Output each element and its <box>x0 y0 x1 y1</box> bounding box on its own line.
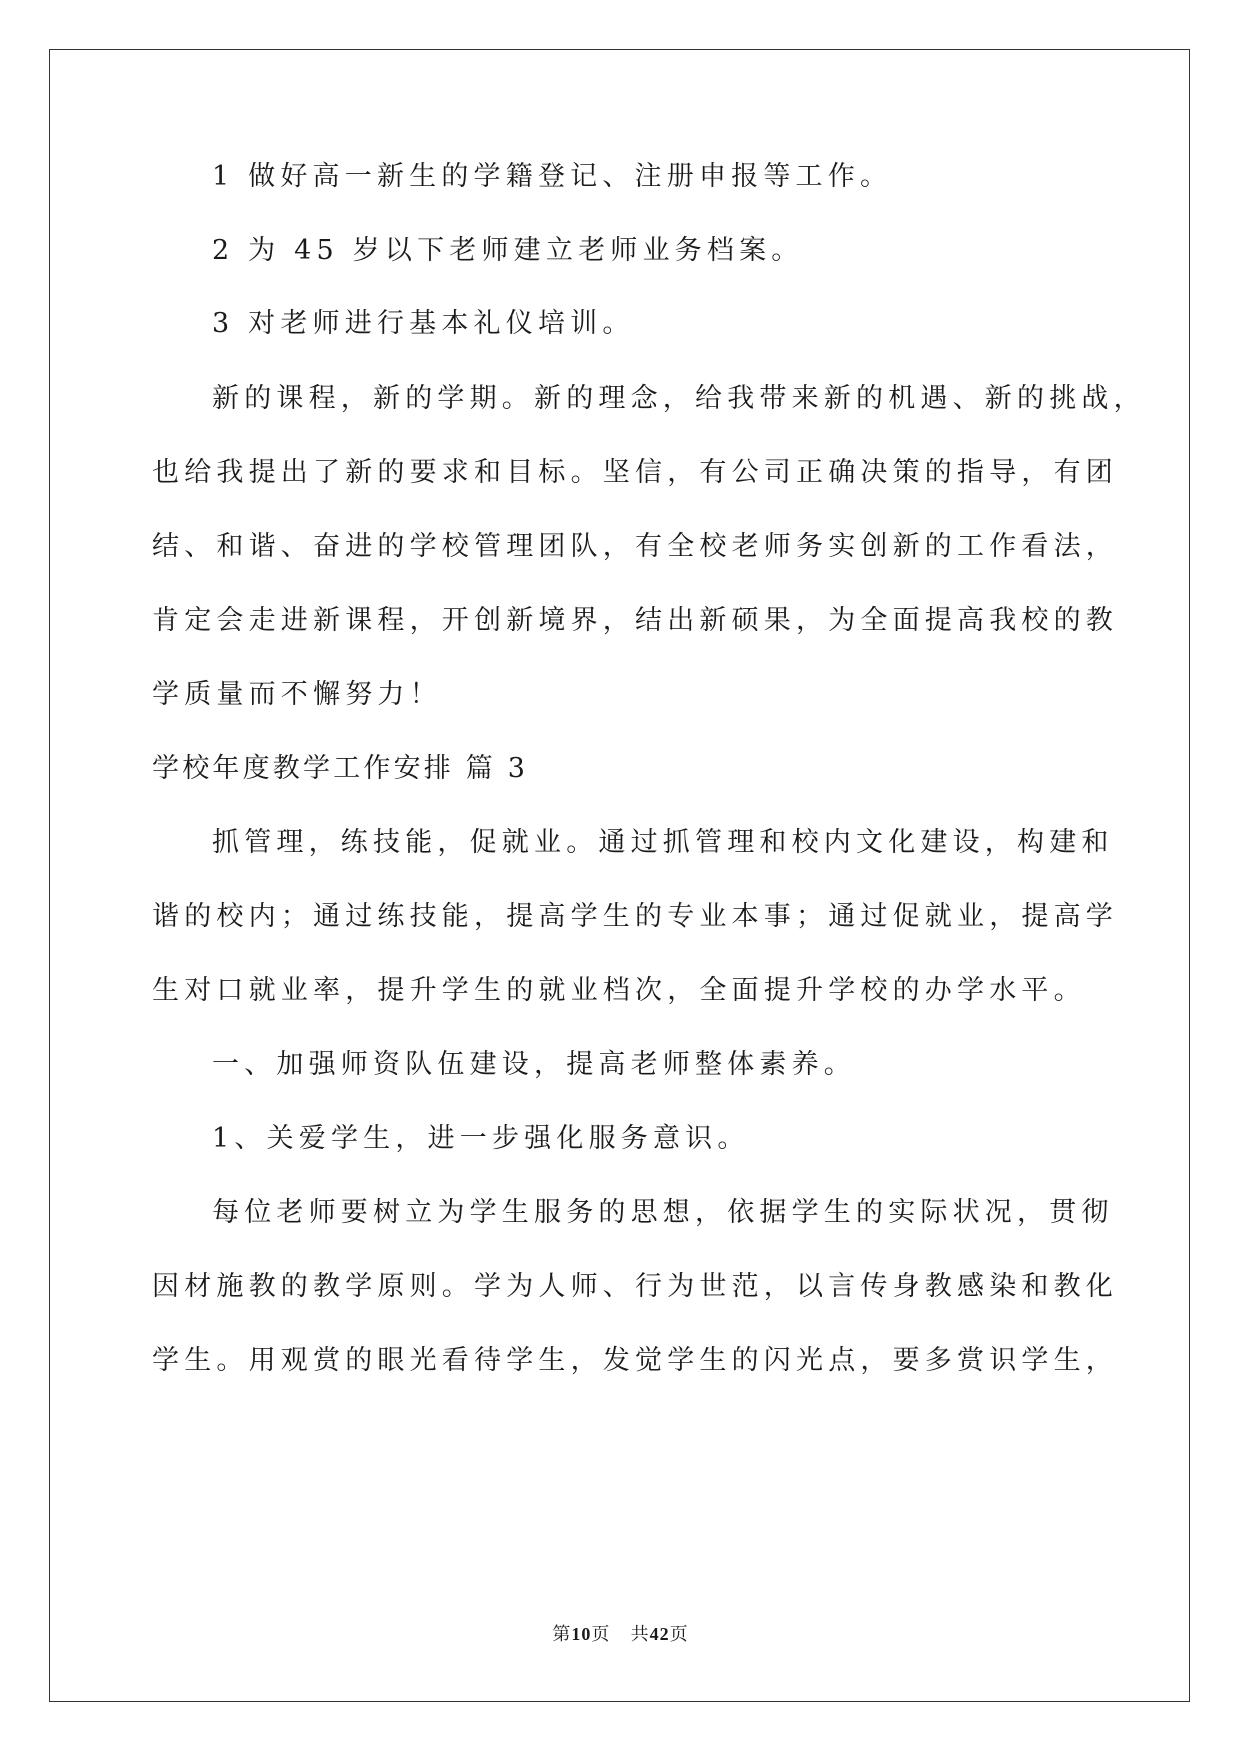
total-page-count: 42 <box>649 1624 670 1644</box>
paragraph-line-12: 生对口就业率，提升学生的就业档次，全面提升学校的办学水平。 <box>152 975 1086 1006</box>
section-heading: 学校年度教学工作安排 篇 3 <box>152 753 529 784</box>
paragraph-line-7: 肯定会走进新课程，开创新境界，结出新硕果，为全面提高我校的教 <box>152 605 1118 636</box>
paragraph-line-11: 谐的校内；通过练技能，提高学生的专业本事；通过促就业，提高学 <box>152 901 1118 932</box>
paragraph-line-14: 1、关爱学生，进一步强化服务意识。 <box>212 1123 750 1154</box>
paragraph-line-2: 2 为 45 岁以下老师建立老师业务档案。 <box>212 235 804 266</box>
paragraph-line-8: 学质量而不懈努力！ <box>152 679 442 710</box>
footer-page-suffix: 页 <box>591 1624 611 1645</box>
page-border <box>49 49 1190 1702</box>
paragraph-line-17: 学生。用观赏的眼光看待学生，发觉学生的闪光点，要多赏识学生， <box>152 1345 1118 1376</box>
paragraph-line-1: 1 做好高一新生的学籍登记、注册申报等工作。 <box>212 161 893 192</box>
paragraph-line-4: 新的课程，新的学期。新的理念，给我带来新的机遇、新的挑战， <box>212 383 1146 414</box>
paragraph-line-15: 每位老师要树立为学生服务的思想，依据学生的实际状况，贯彻 <box>212 1197 1114 1228</box>
paragraph-line-3: 3 对老师进行基本礼仪培训。 <box>212 308 635 339</box>
current-page-number: 10 <box>571 1624 592 1644</box>
paragraph-line-13: 一、加强师资队伍建设，提高老师整体素养。 <box>212 1049 856 1080</box>
paragraph-line-10: 抓管理，练技能，促就业。通过抓管理和校内文化建设，构建和 <box>212 827 1114 858</box>
footer-prefix: 第 <box>552 1624 572 1645</box>
page-footer <box>0 1620 1241 1646</box>
paragraph-line-16: 因材施教的教学原则。学为人师、行为世范，以言传身教感染和教化 <box>152 1271 1118 1302</box>
footer-total-prefix: 共 <box>630 1624 650 1645</box>
footer-total-suffix: 页 <box>669 1624 689 1645</box>
paragraph-line-6: 结、和谐、奋进的学校管理团队，有全校老师务实创新的工作看法， <box>152 531 1118 562</box>
paragraph-line-5: 也给我提出了新的要求和目标。坚信，有公司正确决策的指导，有团 <box>152 457 1118 488</box>
